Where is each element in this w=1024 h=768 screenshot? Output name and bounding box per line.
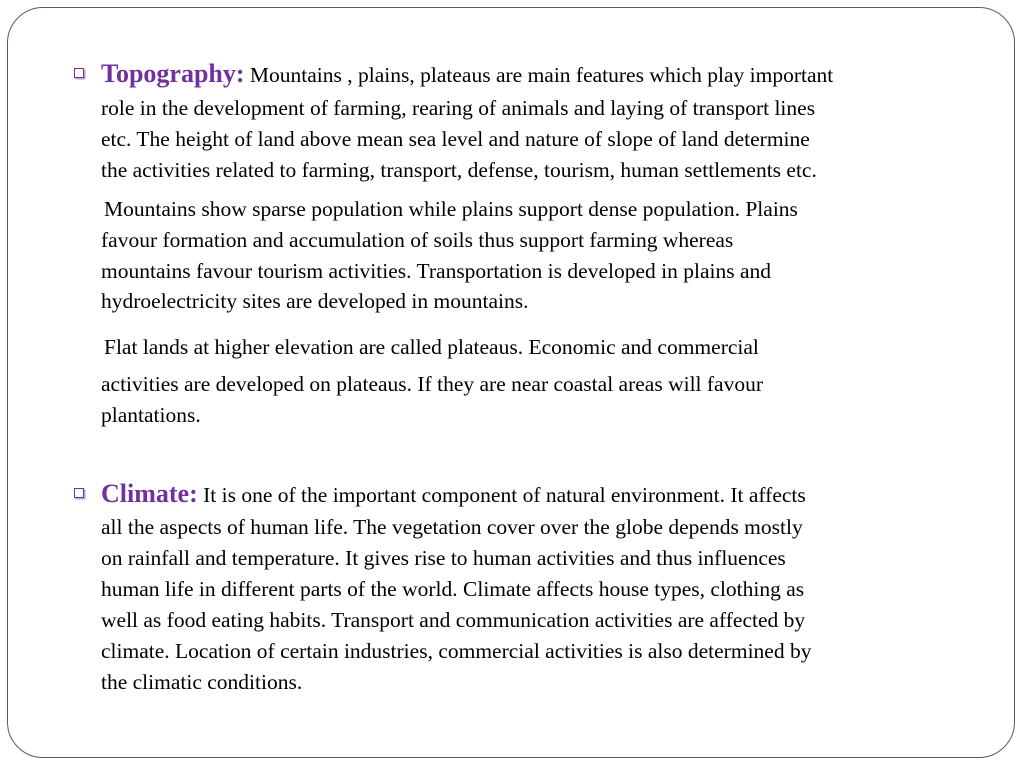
topography-para2-line-2: favour formation and accumulation of soils thus support farming whereas [101, 228, 734, 252]
climate-line-5: well as food eating habits. Transport and communication activities are affected by [101, 608, 806, 632]
climate-line-3: on rainfall and temperature. It gives rise to human activities and thus influences [101, 546, 786, 570]
climate-text: It is one of the important component of natural environment. It affects [203, 483, 806, 507]
topography-para2-line-3: mountains favour tourism activities. Transportation is developed in plains and [101, 259, 771, 283]
climate-line-2: all the aspects of human life. The vegetation cover over the globe depends mostly [101, 515, 803, 539]
topography-para3-line-3: plantations. [101, 403, 201, 427]
climate-line-1 [101, 481, 806, 508]
climate-heading: Climate: [101, 479, 198, 508]
topography-line-3: etc. The height of land above mean sea level and nature of slope of land determine [101, 127, 810, 151]
climate-line-6: climate. Location of certain industries, commercial activities is also determined by [101, 639, 812, 663]
topography-para3-line-1: Flat lands at higher elevation are called plateaus. Economic and commercial [104, 335, 759, 359]
topography-para2-line-1: Mountains show sparse population while plains support dense population. Plains [104, 197, 798, 221]
topography-para3-line-2: activities are developed on plateaus. If they are near coastal areas will favour [101, 372, 764, 396]
topography-text: Mountains , plains, plateaus are main features which play important [249, 63, 834, 87]
topography-line-1 [101, 61, 833, 88]
topography-heading: Topography: [101, 59, 245, 88]
climate-line-7: the climatic conditions. [101, 670, 303, 694]
bullet-square-icon [74, 488, 84, 498]
topography-para2-line-4: hydroelectricity sites are developed in mountains. [101, 289, 529, 313]
topography-line-2: role in the development of farming, rearing of animals and laying of transport lines [101, 96, 816, 120]
topography-line-4: the activities related to farming, transport, defense, tourism, human settlements etc. [101, 158, 817, 182]
climate-line-4: human life in different parts of the world. Climate affects house types, clothing as [101, 577, 805, 601]
bullet-square-icon [74, 68, 84, 78]
